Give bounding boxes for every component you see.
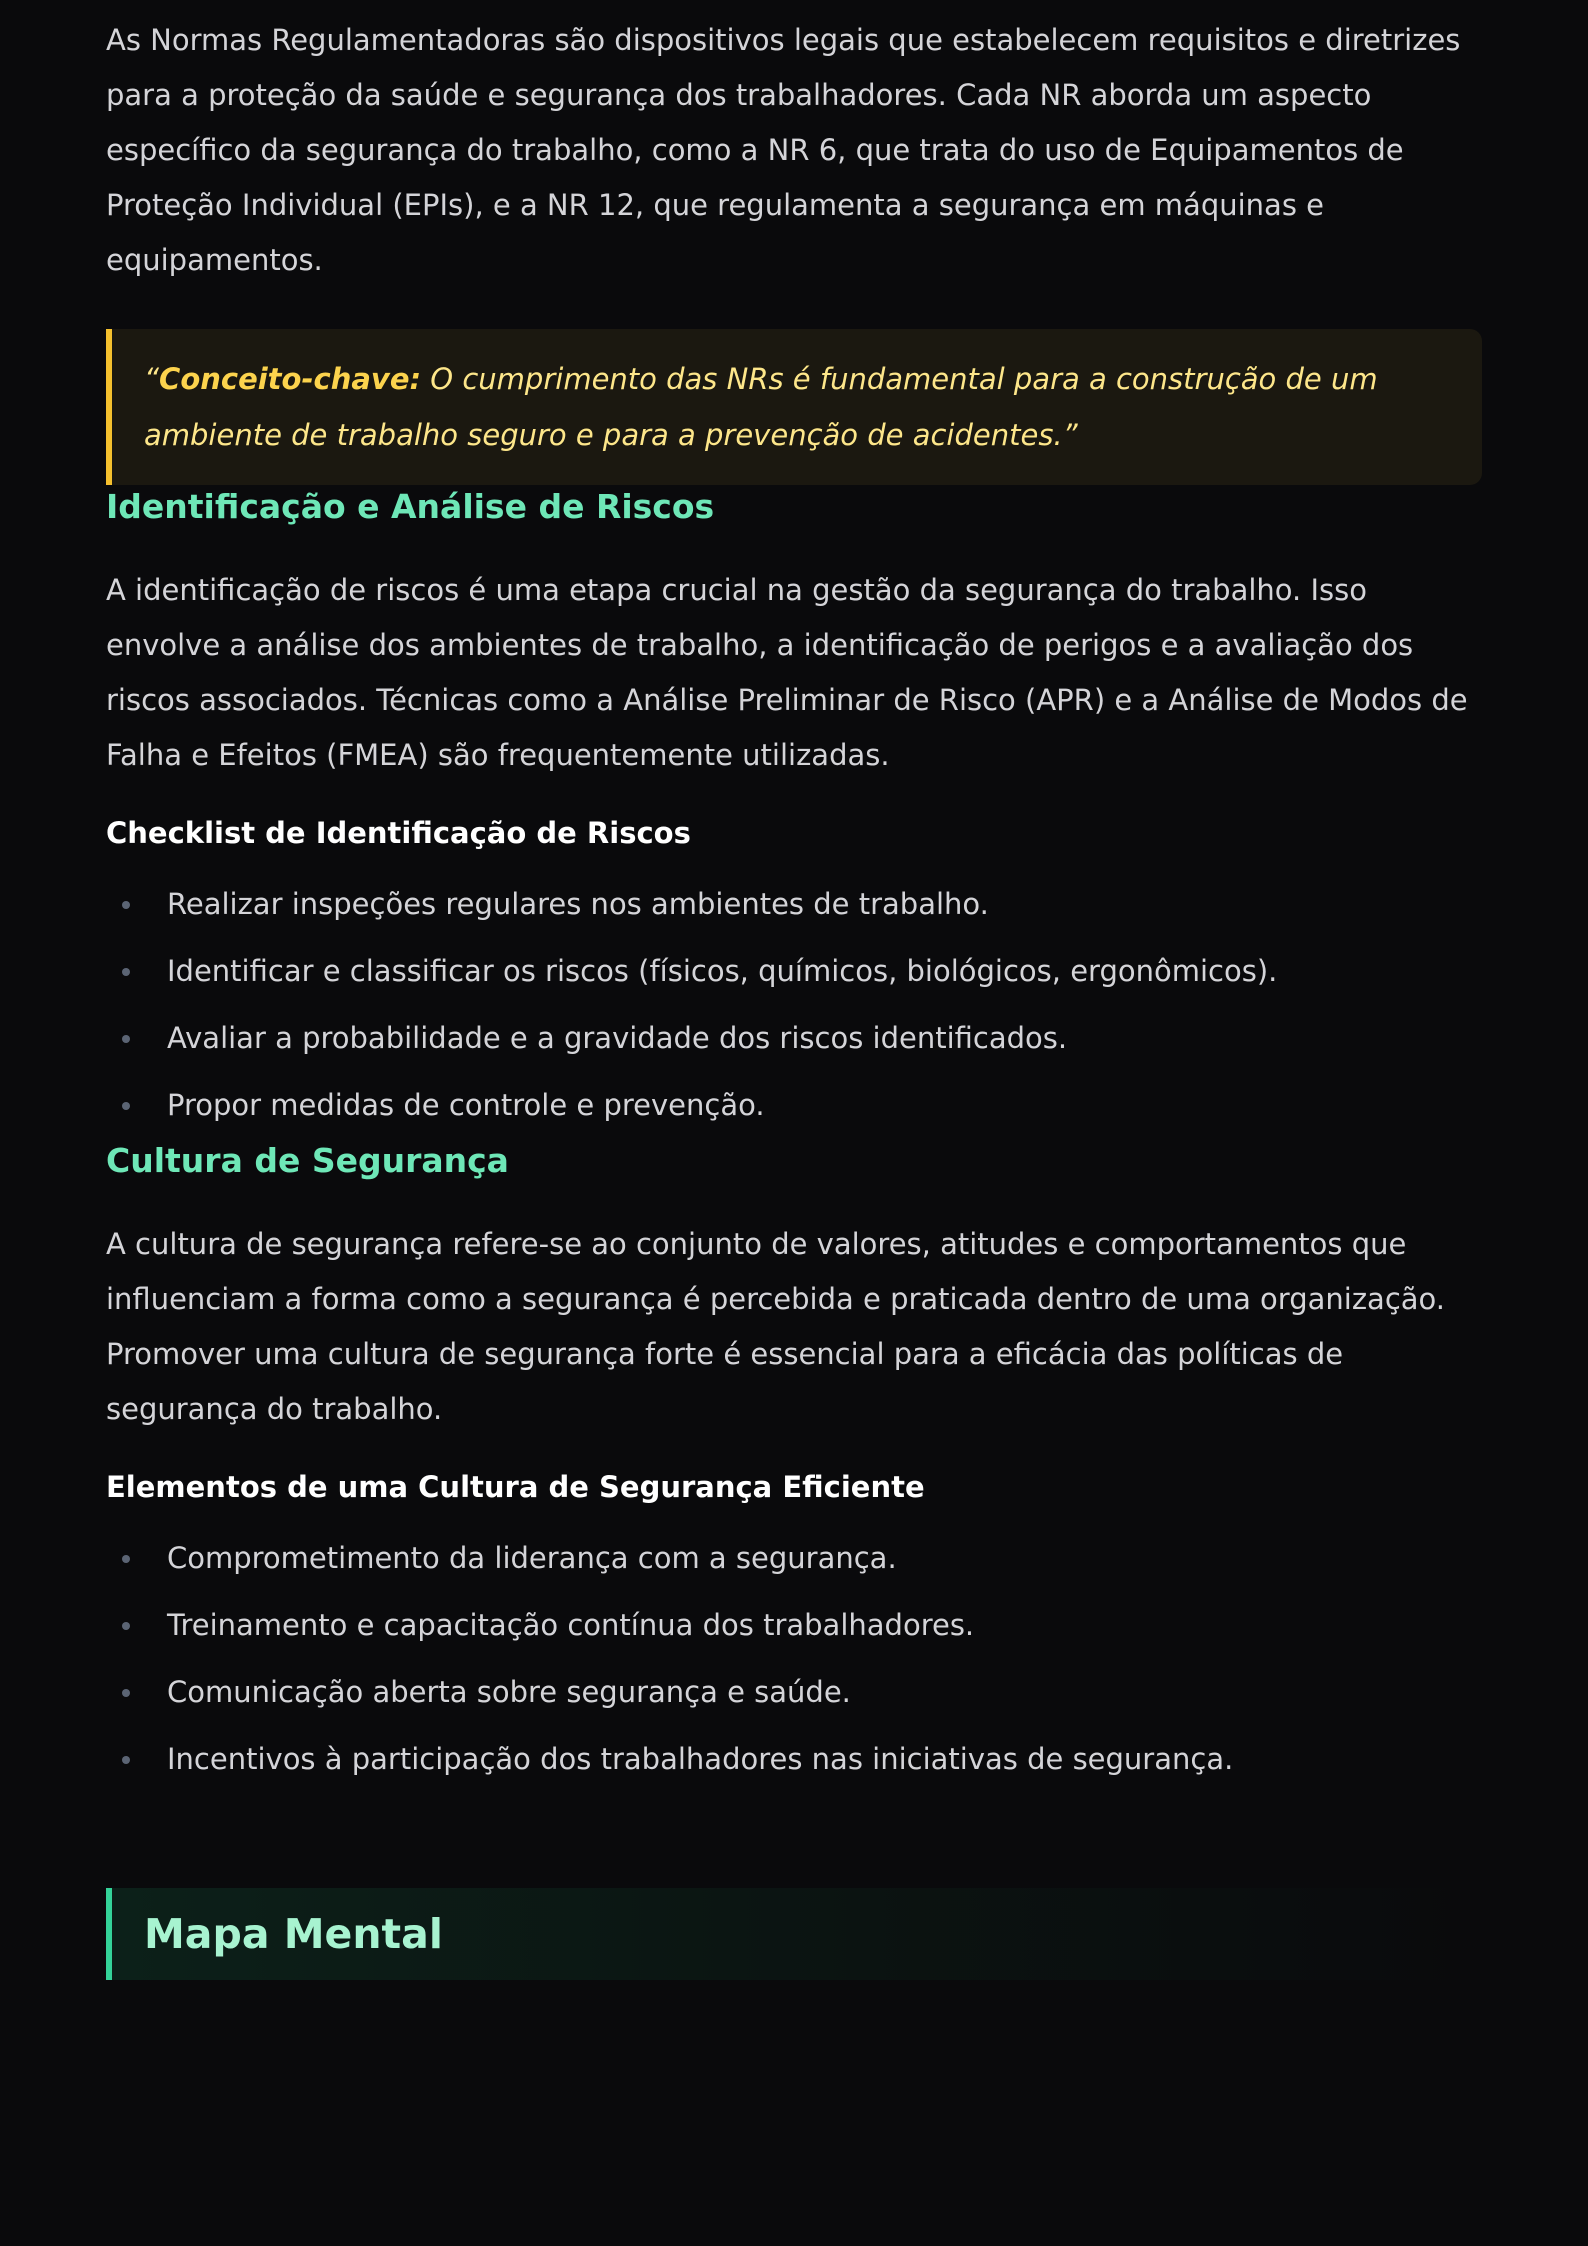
section-risk-identification [106, 485, 1482, 1139]
elements-list [106, 1525, 1482, 1793]
list-item [106, 938, 1482, 1005]
list-item [106, 1592, 1482, 1659]
callout-open-quote: “ [144, 362, 160, 396]
list-item [106, 871, 1482, 938]
document-content [106, 0, 1482, 1980]
mindmap-title: Mapa Mental [144, 1910, 443, 1958]
list-item-text: Treinamento e capacitação contínua dos trabalhadores. [167, 1608, 975, 1642]
list-item [106, 1659, 1482, 1726]
bullet-icon [122, 1555, 130, 1563]
section-subtitle: Elementos de uma Cultura de Segurança Eficiente [106, 1470, 925, 1504]
list-item-text: Identificar e classificar os riscos (físicos, químicos, biológicos, ergonômicos). [167, 954, 1278, 988]
key-concept-callout [106, 329, 1482, 485]
section-paragraph: A identificação de riscos é uma etapa crucial na gestão da segurança do trabalho. Isso envolve a análise dos ambientes de trabalho, a identificação de perigos e a avaliação dos riscos associados. Técnicas como a Análise Preliminar de Risco (APR) e a Análise de Modos de Falha e Efeitos (FMEA) são frequentemente utilizadas. [106, 573, 1468, 772]
section-safety-culture [106, 1139, 1482, 1793]
list-item-text: Comunicação aberta sobre segurança e saúde. [167, 1675, 851, 1709]
bullet-icon [122, 1689, 130, 1697]
callout-close-quote: ” [1062, 418, 1078, 452]
section-paragraph: A cultura de segurança refere-se ao conjunto de valores, atitudes e comportamentos que influenciam a forma como a segurança é percebida e praticada dentro de uma organização. Promover uma cultura de segurança forte é essencial para a eficácia das políticas de segurança do trabalho. [106, 1227, 1445, 1426]
bullet-icon [122, 1622, 130, 1630]
bullet-icon [122, 968, 130, 976]
list-item-text: Propor medidas de controle e prevenção. [167, 1088, 765, 1122]
intro-paragraph: As Normas Regulamentadoras são dispositivos legais que estabelecem requisitos e diretrizes para a proteção da saúde e segurança dos trabalhadores. Cada NR aborda um aspecto específico da segurança do trabalho, como a NR 6, que trata do uso de Equipamentos de Proteção Individual (EPIs), e a NR 12, que regulamenta a segurança em máquinas e equipamentos. [106, 23, 1461, 277]
mindmap-header [106, 1888, 1482, 1980]
list-item-text: Avaliar a probabilidade e a gravidade dos riscos identificados. [167, 1021, 1068, 1055]
list-item-text: Realizar inspeções regulares nos ambientes de trabalho. [167, 887, 989, 921]
checklist [106, 871, 1482, 1139]
section-title: Cultura de Segurança [106, 1141, 509, 1180]
bullet-icon [122, 1756, 130, 1764]
list-item [106, 1005, 1482, 1072]
bullet-icon [122, 901, 130, 909]
callout-text [144, 351, 1446, 463]
list-item-text: Incentivos à participação dos trabalhadores nas iniciativas de segurança. [167, 1742, 1234, 1776]
list-item [106, 1072, 1482, 1139]
list-item [106, 1726, 1482, 1793]
list-item [106, 1525, 1482, 1592]
callout-body: O cumprimento das NRs é fundamental para a construção de um ambiente de trabalho seguro e para a prevenção de acidentes. [144, 362, 1378, 452]
list-item-text: Comprometimento da liderança com a segurança. [167, 1541, 897, 1575]
section-subtitle: Checklist de Identificação de Riscos [106, 816, 691, 850]
callout-label: Conceito-chave: [159, 362, 422, 396]
bullet-icon [122, 1035, 130, 1043]
section-title: Identificação e Análise de Riscos [106, 487, 715, 526]
bullet-icon [122, 1102, 130, 1110]
